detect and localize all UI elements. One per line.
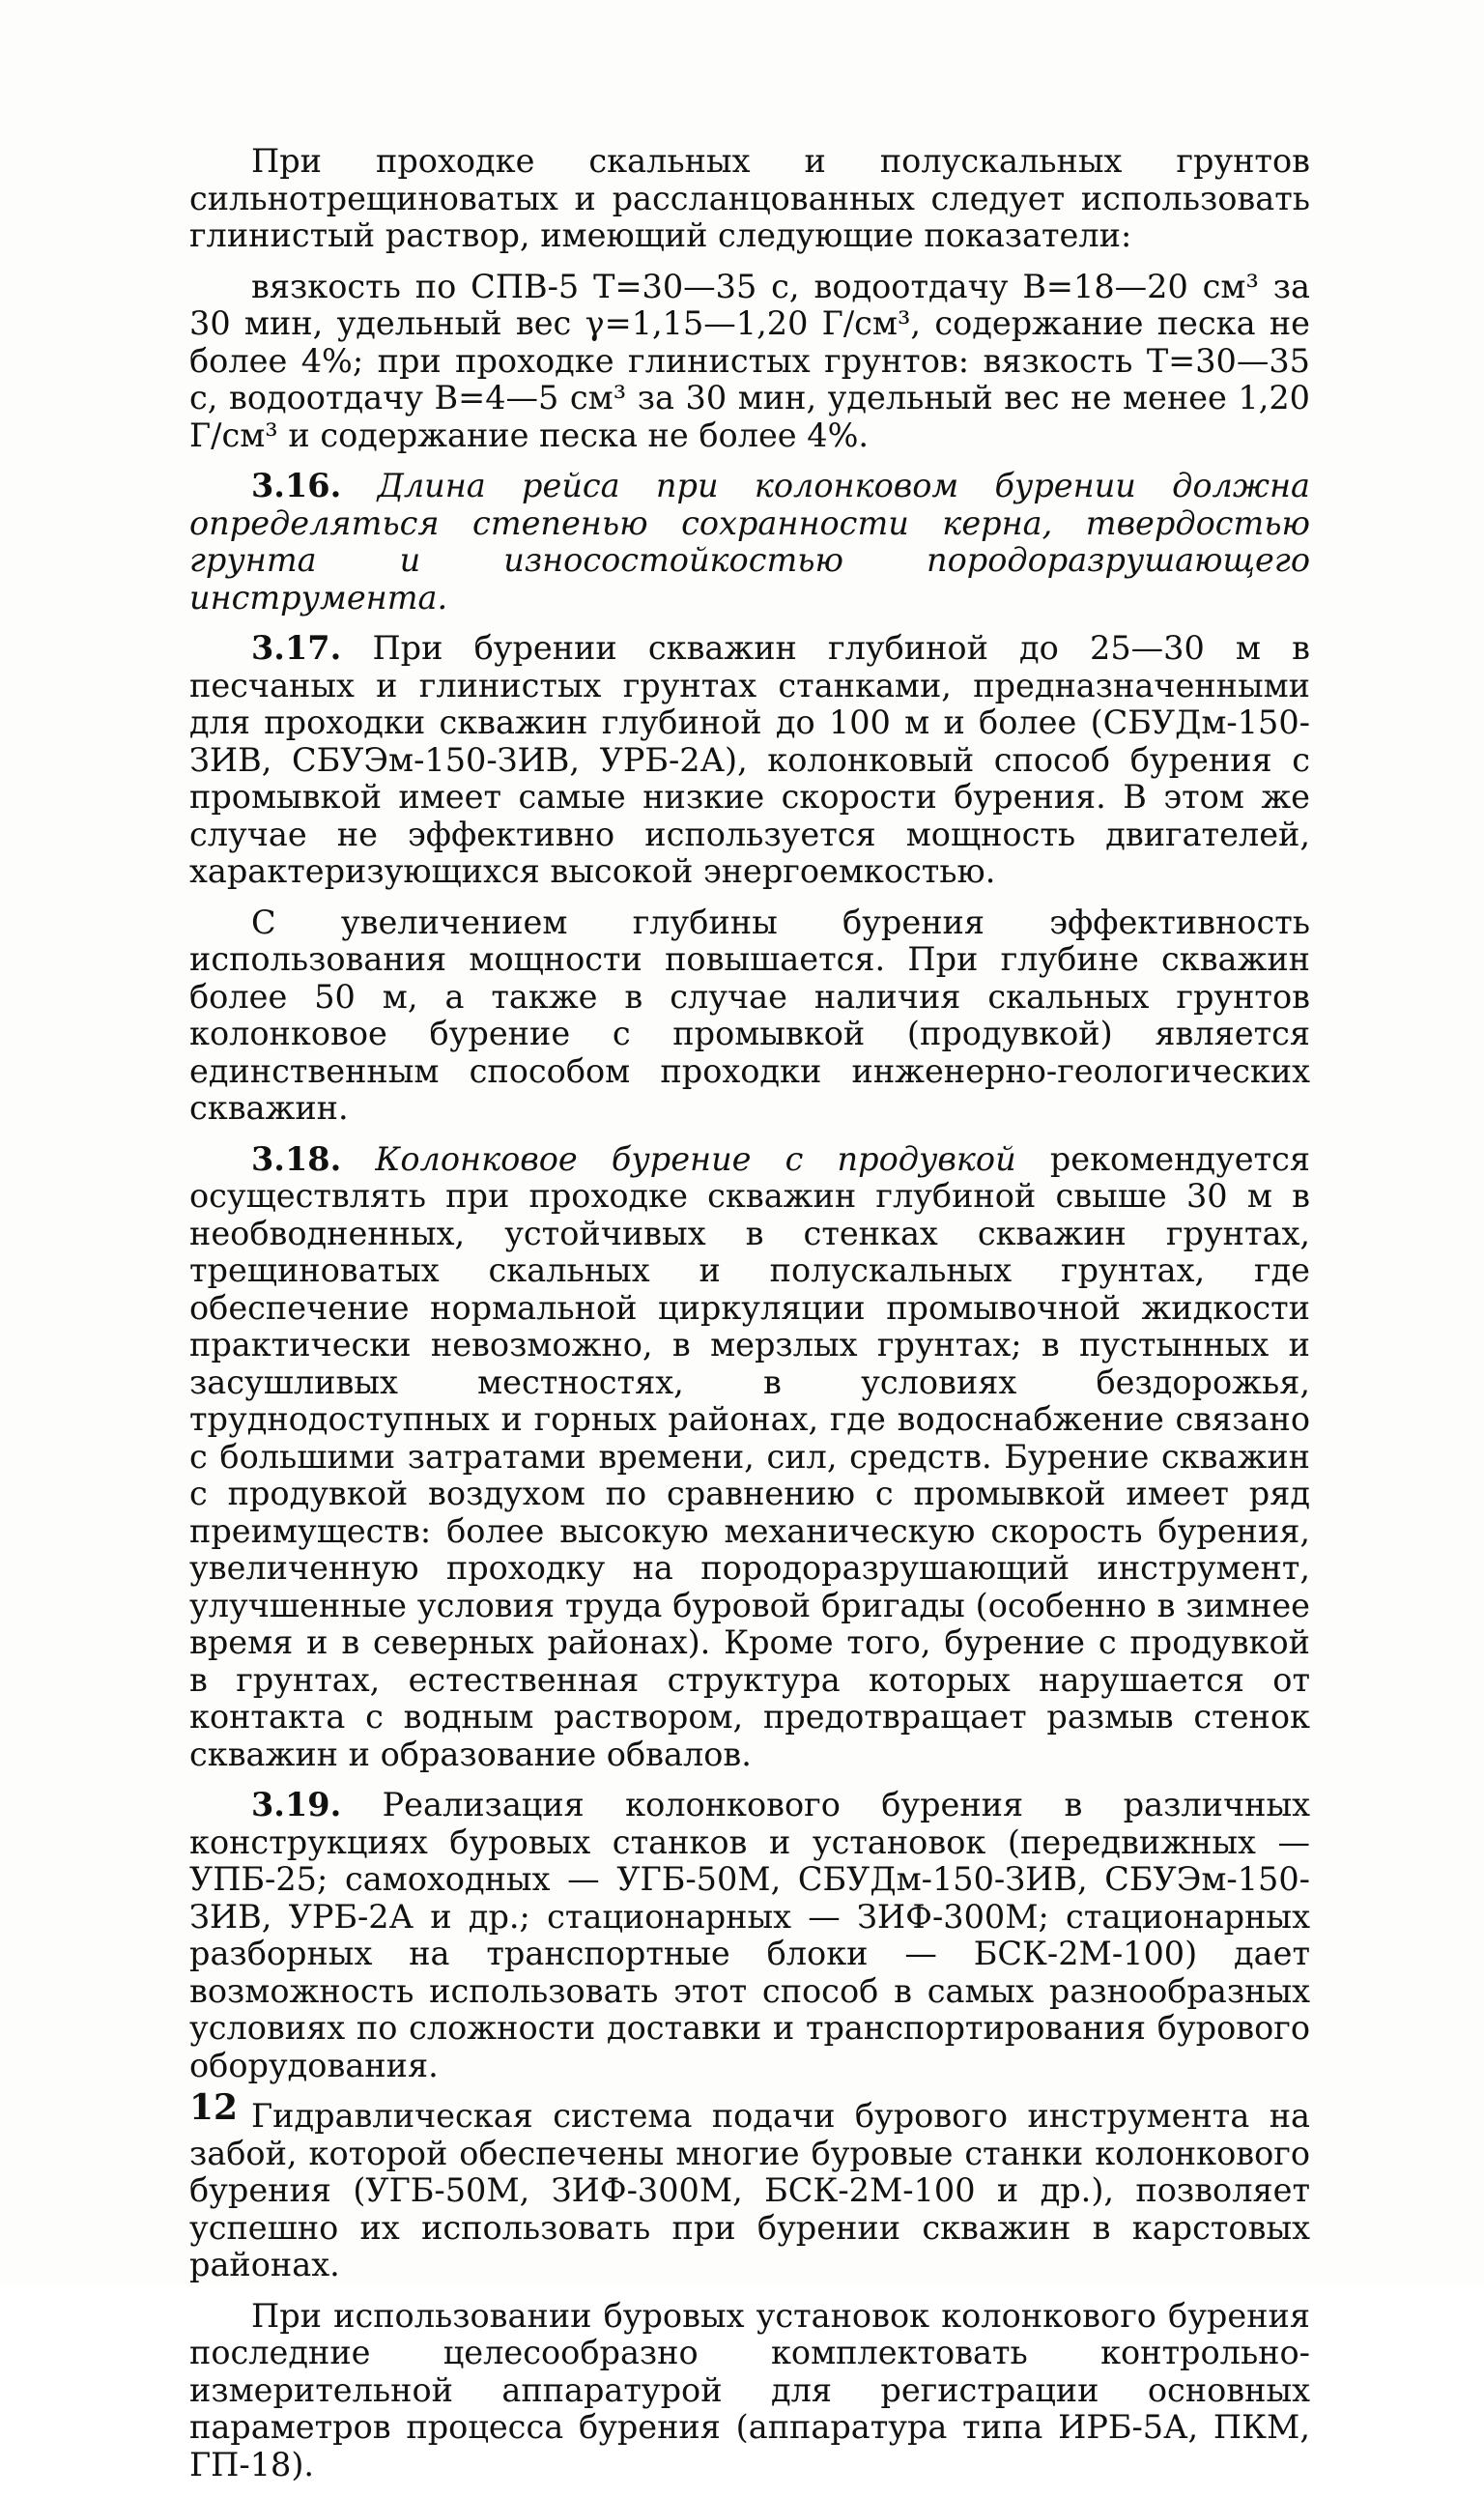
paragraph-text: Реализация колонкового бурения в различных конструкциях буровых станков и установок (передвижных — УПБ-25; самоходных — УГБ-50М, СБУДм-150-ЗИВ, СБУЭм-150-ЗИВ, УРБ-2А и др.; стационарных — ЗИФ-300М; стационарных разборных на транспортные блоки — БСК-2М-100) дает возможность использовать этот способ в самых разнообразных условиях по сложности доставки и транспортирования бурового оборудования. (189, 1786, 1311, 2084)
paragraph-text: С увеличением глубины бурения эффективность использования мощности повышается. При глубине скважин более 50 м, а также в случае наличия скальных грунтов колонковое бурение с промывкой (продувкой) является единственным способом проходки инженерно-геологических скважин. (189, 903, 1310, 1127)
section-number: 3.18. (251, 1139, 342, 1178)
paragraph-hydraulic-system (189, 2098, 1310, 2284)
paragraph-text: рекомендуется осуществлять при проходке скважин глубиной свыше 30 м в необводненных, устойчивых в стенках скважин грунтах, трещиноватых скальных и полускальных грунтах, где обеспечение нормальной циркуляции промывочной жидкости практически невозможно, в мерзлых грунтах; в пустынных и засушливых местностях, в условиях бездорожья, труднодоступных и горных районах, где водоснабжение связано с большими затратами времени, сил, средств. Бурение скважин с продувкой воздухом по сравнению с промывкой имеет ряд преимуществ: более высокую механическую скорость бурения, увеличенную проходку на породоразрушающий инструмент, улучшенные условия труда буровой бригады (особенно в зимнее время и в северных районах). Кроме того, бурение с продувкой в грунтах, естественная структура которых нарушается от контакта с водным раствором, предотвращает размыв стенок скважин и образование обвалов. (189, 1139, 1310, 1773)
section-3-18 (189, 1141, 1310, 1774)
page-number: 12 (189, 2087, 239, 2128)
body-text (189, 143, 1310, 2497)
paragraph-text: При использовании буровых установок колонкового бурения последние целесообразно комплектовать контрольно-измерительной аппаратурой для регистрации основных параметров процесса бурения (аппаратура типа ИРБ-5А, ПКМ, ГП-18). (189, 2296, 1310, 2483)
section-italic-text: Колонковое бурение с продувкой (375, 1139, 1016, 1178)
paragraph-text: При бурении скважин глубиной до 25—30 м в песчаных и глинистых грунтах станками, предназначенными для проходки скважин глубиной до 100 м и более (СБУДм-150-ЗИВ, СБУЭм-150-ЗИВ, УРБ-2А), колонковый способ бурения с промывкой имеет самые низкие скорости бурения. В этом же случае не эффективно используется мощность двигателей, характеризующихся высокой энергоемкостью. (189, 629, 1311, 890)
section-3-17 (189, 630, 1310, 891)
paragraph-depth-efficiency (189, 904, 1310, 1128)
paragraph-text: вязкость по СПВ-5 T=30—35 с, водоотдачу B=18—20 см³ за 30 мин, удельный вес γ=1,15—1,20 Г/см³, содержание песка не более 4%; при проходке глинистых грунтов: вязкость T=30—35 с, водоотдачу B=4—5 см³ за 30 мин, удельный вес не менее 1,20 Г/см³ и содержание песка не более 4%. (189, 267, 1310, 454)
section-italic-text: Длина рейса при колонковом бурении должна определяться степенью сохранности керна, твердостью грунта и износостойкостью породоразрушающего инструмента. (189, 467, 1311, 617)
section-number: 3.16. (251, 467, 342, 504)
section-number: 3.19. (251, 1786, 342, 1823)
paragraph-text: Гидравлическая система подачи бурового инструмента на забой, которой обеспечены многие буровые станки колонкового бурения (УГБ-50М, ЗИФ-300М, БСК-2М-100 и др.), позволяет успешно их использовать при бурении скважин в карстовых районах. (189, 2097, 1310, 2283)
section-3-16 (189, 468, 1310, 617)
paragraph-intro (189, 143, 1310, 255)
paragraph-text: При проходке скальных и полускальных грунтов сильнотрещиноватых и рассланцованных следует использовать глинистый раствор, имеющий следующие показатели: (189, 142, 1310, 254)
section-number: 3.17. (251, 629, 342, 667)
paragraph-parameters (189, 269, 1310, 455)
paragraph-instrumentation (189, 2298, 1310, 2484)
section-3-19 (189, 1787, 1310, 2084)
